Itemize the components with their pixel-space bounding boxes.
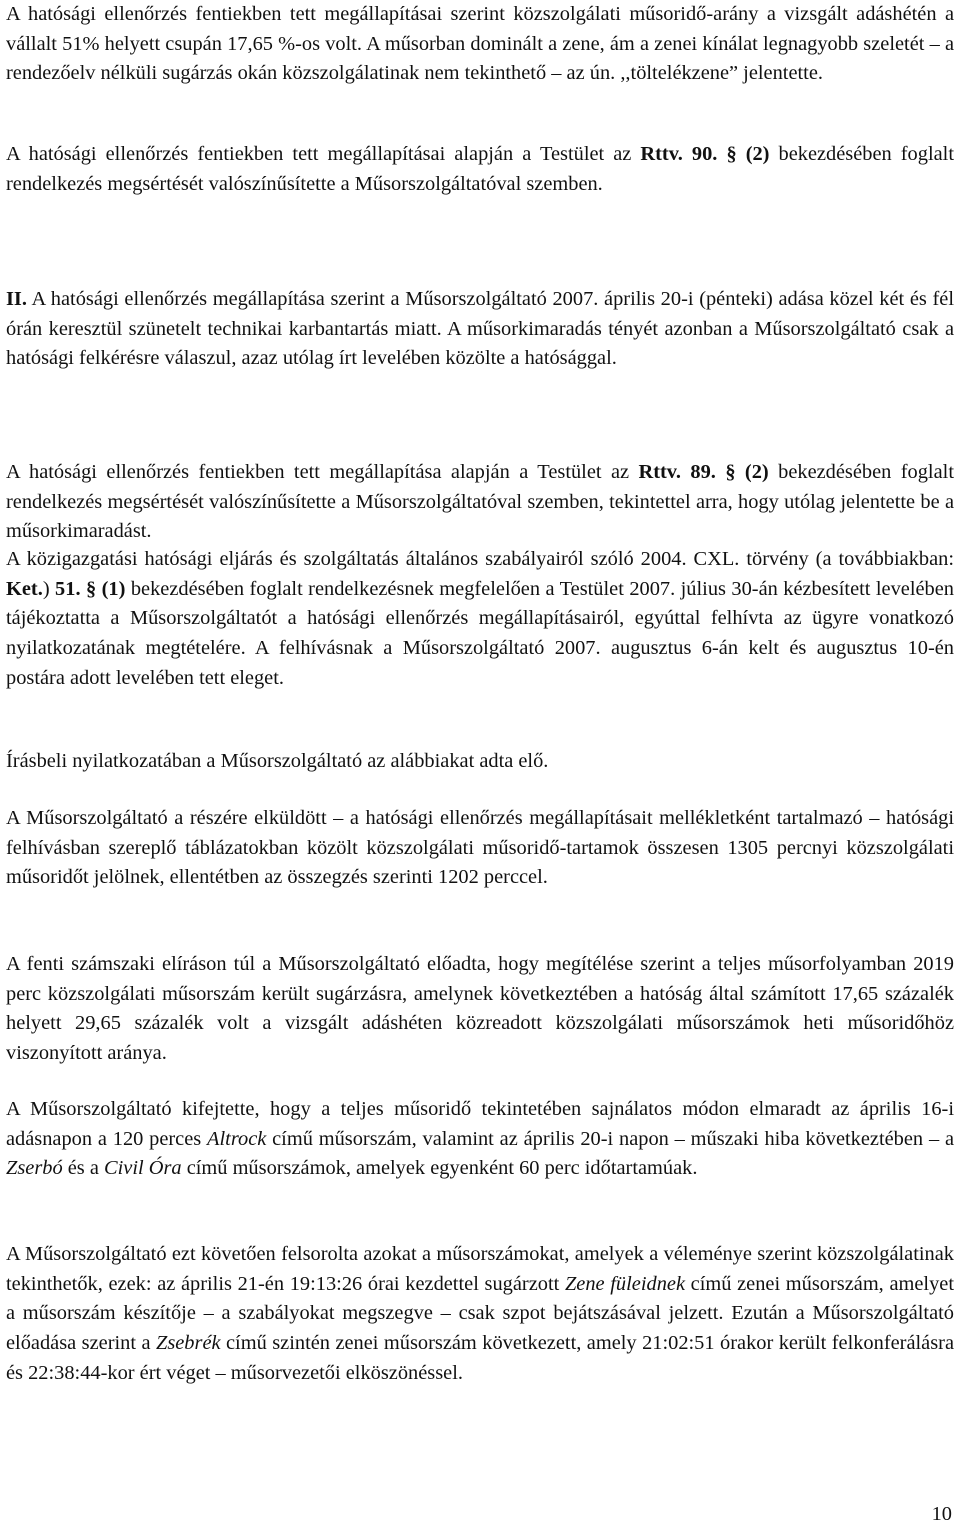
text-run: Zserbó xyxy=(6,1157,63,1180)
text-run: 51. xyxy=(55,577,81,600)
text-run: című zenei műsorszám, amelyet a műsorszám készítője – a szabályokat megszegve – csak szpot bejátszásával jelzett. Ezután a Műsorszolgáltató előadása szerint a xyxy=(6,1272,954,1355)
text-run: § (2) xyxy=(725,461,769,483)
text-run: A Műsorszolgáltató kifejtette, hogy a teljes műsoridő tekintetében sajnálatos módon elmaradt az április 16-i adásnapon a 120 perces xyxy=(6,1098,954,1150)
paragraph-1 xyxy=(6,0,954,89)
text-run: és a xyxy=(62,1157,104,1180)
text-run: Rttv. 89. xyxy=(638,461,716,483)
text-run: című műsorszám, valamint az április 20-i napon – műszaki hiba következtében – a xyxy=(266,1127,955,1150)
text-run: Ket. xyxy=(6,577,43,600)
text-run: Írásbeli nyilatkozatában a Műsorszolgáltató az alábbiakat adta elő. xyxy=(6,750,549,772)
paragraph-5 xyxy=(6,545,954,694)
paragraph-8 xyxy=(6,950,954,1069)
text-run: A hatósági ellenőrzés fentiekben tett megállapítása alapján a Testület az xyxy=(6,461,639,483)
text-run: A hatósági ellenőrzés megállapítása szerint a Műsorszolgáltató 2007. április 20-i (pénteki) adása közel két és fél órán keresztül szünetelt technikai karbantartás miatt. A műsorkimaradás tényét azonban a Műsorszolgáltató csak a hatósági felkérésre válaszul, azaz utólag írt levelében közölte a hatósággal. xyxy=(6,288,954,370)
text-run: A közigazgatási hatósági eljárás és szolgáltatás általános szabályairól szóló 2004. CXL. törvény (a továbbiakban: xyxy=(6,548,954,570)
text-run: A hatósági ellenőrzés fentiekben tett megállapításai szerint közszolgálati műsoridő-arány a vizsgált adáshétén a vállalt 51% helyett csupán 17,65 %-os volt. A műsorban dominált a zene, ám a zenei kínálat legnagyobb szeletét – a rendezőelv nélküli sugárzás okán közszolgálatinak nem tekinthető – az ún. ,,töltelékzene” jelentette. xyxy=(6,3,954,85)
text-run: Rttv. 90. xyxy=(640,143,718,165)
text-run: A hatósági ellenőrzés fentiekben tett megállapításai alapján a Testület az xyxy=(6,143,641,165)
text-run: Zsebrék xyxy=(155,1332,221,1355)
paragraph-10 xyxy=(6,1240,954,1389)
text-run: § (1) xyxy=(86,577,126,600)
text-run: A Műsorszolgáltató ezt követően felsorolta azokat a műsorszámokat, amelyek a véleménye szerint közszolgálatinak tekinthetők, ezek: az április 21-én 19:13:26 órai kezdettel sugárzott xyxy=(6,1243,954,1295)
paragraph-2 xyxy=(6,140,954,199)
text-run: című műsorszámok, amelyek egyenként 60 perc időtartamúak. xyxy=(181,1157,698,1180)
text-run xyxy=(716,461,725,483)
paragraph-9 xyxy=(6,1095,954,1184)
text-run: § (2) xyxy=(726,143,770,165)
text-run: Zene füleidnek xyxy=(564,1272,685,1295)
text-run: Altrock xyxy=(207,1127,267,1150)
text-run: bekezdésében foglalt rendelkezésnek megfelelően a Testület 2007. július 30-án kézbesített levelében tájékoztatta a Műsorszolgáltatót a hatósági ellenőrzés megállapításairól, egyúttal felhívta az ügyre vonatkozó nyilatkozatának megtételére. A felhívásnak a Műsorszolgáltató 2007. augusztus 6-án kelt és augusztus 10-én postára adott levelében tett eleget. xyxy=(6,577,955,689)
paragraph-4 xyxy=(6,458,954,547)
text-run: A fenti számszaki elíráson túl a Műsorszolgáltató előadta, hogy megítélése szerint a teljes műsorfolyamban 2019 perc közszolgálati műsorszám került sugárzásra, amelynek következtében a hatóság által számított 17,65 százalék helyett 29,65 százalék volt a vizsgált adáshéten közreadott közszolgálati műsorszámok heti műsoridőhöz viszonyított aránya. xyxy=(6,953,954,1065)
text-run: Civil Óra xyxy=(104,1157,182,1180)
paragraph-6 xyxy=(6,747,548,777)
text-run: című szintén zenei műsorszám következett, amely 21:02:51 órakor került felkonferálásra és 22:38:44-kor ért véget – műsorvezetői elköszönéssel. xyxy=(6,1332,954,1384)
page-number: 10 xyxy=(931,1503,952,1525)
paragraph-3 xyxy=(6,285,954,374)
text-run: bekezdésében foglalt rendelkezés megsértését valószínűsítette a Műsorszolgáltatóval szemben, tekintettel arra, hogy utólag jelentette be a műsorkimaradást. xyxy=(6,461,954,543)
text-run: bekezdésében foglalt rendelkezés megsértését valószínűsítette a Műsorszolgáltatóval szemben. xyxy=(6,143,954,195)
text-run: ) xyxy=(42,577,56,600)
text-run: A Műsorszolgáltató a részére elküldött – a hatósági ellenőrzés megállapításait mellékletként tartalmazó – hatósági felhívásban szereplő táblázatokban közölt közszolgálati műsoridő-tartamok összesen 1305 percnyi közszolgálati műsoridőt jelölnek, ellentétben az összegzés szerinti 1202 perccel. xyxy=(6,807,954,889)
paragraph-7 xyxy=(6,804,954,893)
text-run: II. xyxy=(6,288,27,310)
